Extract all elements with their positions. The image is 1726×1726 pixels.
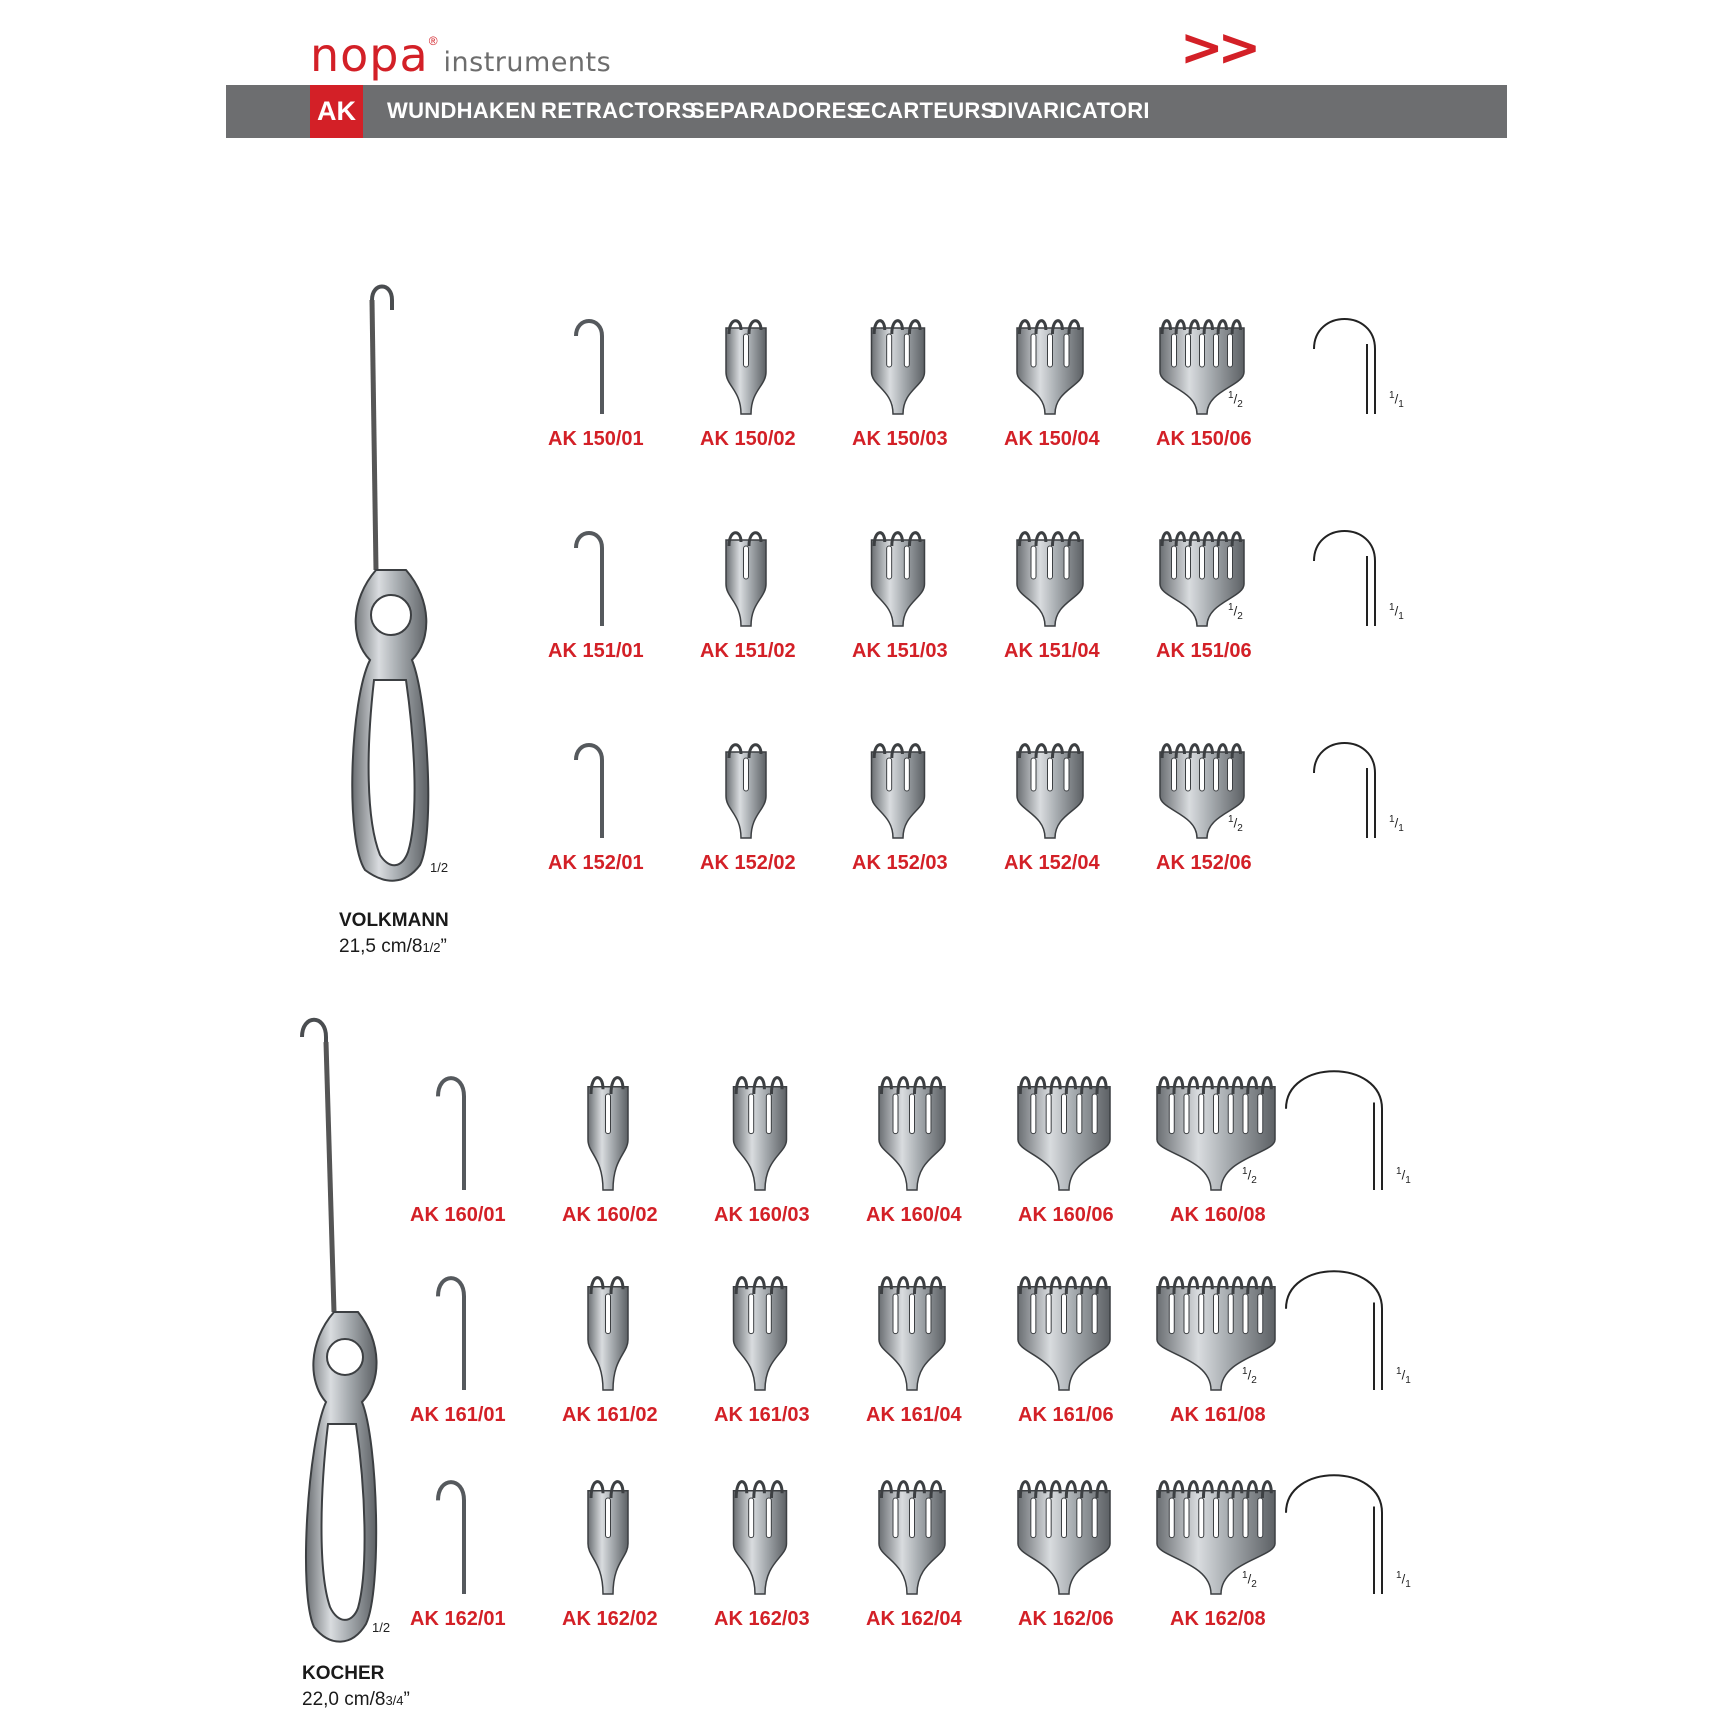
tip-scale-full: $^1/_1$: [1389, 390, 1404, 410]
kocher-handle-scale: 1/2: [372, 1620, 391, 1635]
actual-size-outline-illustration: [1282, 1265, 1392, 1390]
kocher-size: [302, 1689, 410, 1711]
tip-scale-full: $^1/_1$: [1389, 814, 1404, 834]
product-code-label: AK 152/01: [548, 852, 644, 874]
kocher-name: KOCHER: [302, 1663, 385, 1684]
product-code-label: AK 162/01: [410, 1608, 506, 1630]
product-code-label: AK 161/01: [410, 1404, 506, 1426]
retractor-tip-illustration: [543, 1270, 673, 1390]
retractor-tip-illustration: [559, 738, 629, 838]
kocher-handle-illustration: [290, 1012, 400, 1652]
kocher-size-suffix: ”: [403, 1689, 410, 1710]
product-code-label: AK 151/03: [852, 640, 948, 662]
product-code-label: AK 160/06: [1018, 1204, 1114, 1226]
product-code-label: AK 160/03: [714, 1204, 810, 1226]
product-code-label: AK 152/02: [700, 852, 796, 874]
retractor-tip-illustration: [543, 1474, 673, 1594]
tip-scale-half: $^1/_2$: [1228, 390, 1243, 410]
tip-scale-half: $^1/_2$: [1228, 602, 1243, 622]
product-code-label: AK 151/02: [700, 640, 796, 662]
tip-scale-full: $^1/_1$: [1396, 1366, 1411, 1386]
volkmann-size-text: 21,5 cm/8: [339, 936, 423, 957]
retractor-tip-illustration: [1005, 738, 1095, 838]
product-code-label: AK 162/02: [562, 1608, 658, 1630]
product-code-label: AK 161/03: [714, 1404, 810, 1426]
product-code-label: AK 150/03: [852, 428, 948, 450]
title-en: RETRACTORS: [541, 98, 697, 123]
next-page-arrow[interactable]: >>: [1180, 18, 1256, 78]
retractor-tip-illustration: [1151, 1474, 1281, 1594]
product-code-label: AK 150/01: [548, 428, 644, 450]
product-code-label: AK 151/04: [1004, 640, 1100, 662]
retractor-tip-illustration: [847, 1270, 977, 1390]
volkmann-size: [339, 936, 447, 958]
brand-subtitle: instruments: [443, 47, 612, 78]
retractor-tip-illustration: [695, 1474, 825, 1594]
brand-name: nopa: [310, 28, 429, 82]
retractor-tip-illustration: [1005, 314, 1095, 414]
tip-scale-half: $^1/_2$: [1242, 1366, 1257, 1386]
tip-scale-half: $^1/_2$: [1242, 1166, 1257, 1186]
retractor-tip-illustration: [1151, 1070, 1281, 1190]
product-code-label: AK 152/03: [852, 852, 948, 874]
actual-size-outline-illustration: [1310, 314, 1385, 414]
product-code-label: AK 161/08: [1170, 1404, 1266, 1426]
volkmann-size-suffix: ”: [440, 936, 447, 957]
product-code-label: AK 151/06: [1156, 640, 1252, 662]
product-code-label: AK 160/04: [866, 1204, 962, 1226]
product-code-label: AK 161/04: [866, 1404, 962, 1426]
title-de: WUNDHAKEN: [387, 98, 537, 123]
tip-scale-half: $^1/_2$: [1228, 814, 1243, 834]
product-code-label: AK 152/04: [1004, 852, 1100, 874]
retractor-tip-illustration: [421, 1474, 491, 1594]
product-code-label: AK 160/02: [562, 1204, 658, 1226]
actual-size-outline-illustration: [1310, 738, 1385, 838]
retractor-tip-illustration: [559, 314, 629, 414]
volkmann-handle-scale: 1/2: [430, 860, 449, 875]
kocher-size-text: 22,0 cm/8: [302, 1689, 386, 1710]
retractor-tip-illustration: [1005, 526, 1095, 626]
tip-scale-half: $^1/_2$: [1242, 1570, 1257, 1590]
tip-scale-full: $^1/_1$: [1396, 1166, 1411, 1186]
product-code-label: AK 161/06: [1018, 1404, 1114, 1426]
product-code-label: AK 150/02: [700, 428, 796, 450]
kocher-size-fraction: 3/4: [385, 1693, 404, 1708]
title-it: DIVARICATORI: [991, 98, 1150, 123]
retractor-tip-illustration: [847, 1474, 977, 1594]
retractor-tip-illustration: [847, 1070, 977, 1190]
volkmann-handle-illustration: [340, 280, 450, 880]
retractor-tip-illustration: [999, 1070, 1129, 1190]
product-code-label: AK 150/06: [1156, 428, 1252, 450]
title-fr: ECARTEURS: [856, 98, 996, 123]
volkmann-size-fraction: 1/2: [422, 940, 441, 955]
registered-mark: ®: [428, 34, 438, 48]
product-code-label: AK 160/08: [1170, 1204, 1266, 1226]
tip-scale-full: $^1/_1$: [1396, 1570, 1411, 1590]
retractor-tip-illustration: [853, 314, 943, 414]
actual-size-outline-illustration: [1310, 526, 1385, 626]
volkmann-name: VOLKMANN: [339, 910, 449, 931]
product-code-label: AK 150/04: [1004, 428, 1100, 450]
product-code-label: AK 161/02: [562, 1404, 658, 1426]
brand-logo: [310, 28, 612, 82]
retractor-tip-illustration: [853, 738, 943, 838]
retractor-tip-illustration: [701, 738, 791, 838]
retractor-tip-illustration: [559, 526, 629, 626]
product-code-label: AK 160/01: [410, 1204, 506, 1226]
product-code-label: AK 152/06: [1156, 852, 1252, 874]
product-code-label: AK 162/08: [1170, 1608, 1266, 1630]
tip-scale-full: $^1/_1$: [1389, 602, 1404, 622]
retractor-tip-illustration: [853, 526, 943, 626]
actual-size-outline-illustration: [1282, 1469, 1392, 1594]
retractor-tip-illustration: [999, 1474, 1129, 1594]
retractor-tip-illustration: [421, 1270, 491, 1390]
category-code: AK: [310, 85, 363, 138]
actual-size-outline-illustration: [1282, 1065, 1392, 1190]
title-es: SEPARADORES: [690, 98, 862, 123]
retractor-tip-illustration: [999, 1270, 1129, 1390]
retractor-tip-illustration: [695, 1070, 825, 1190]
retractor-tip-illustration: [421, 1070, 491, 1190]
retractor-tip-illustration: [695, 1270, 825, 1390]
product-code-label: AK 162/04: [866, 1608, 962, 1630]
retractor-tip-illustration: [701, 526, 791, 626]
product-code-label: AK 151/01: [548, 640, 644, 662]
retractor-tip-illustration: [543, 1070, 673, 1190]
retractor-tip-illustration: [701, 314, 791, 414]
product-code-label: AK 162/03: [714, 1608, 810, 1630]
retractor-tip-illustration: [1151, 1270, 1281, 1390]
product-code-label: AK 162/06: [1018, 1608, 1114, 1630]
